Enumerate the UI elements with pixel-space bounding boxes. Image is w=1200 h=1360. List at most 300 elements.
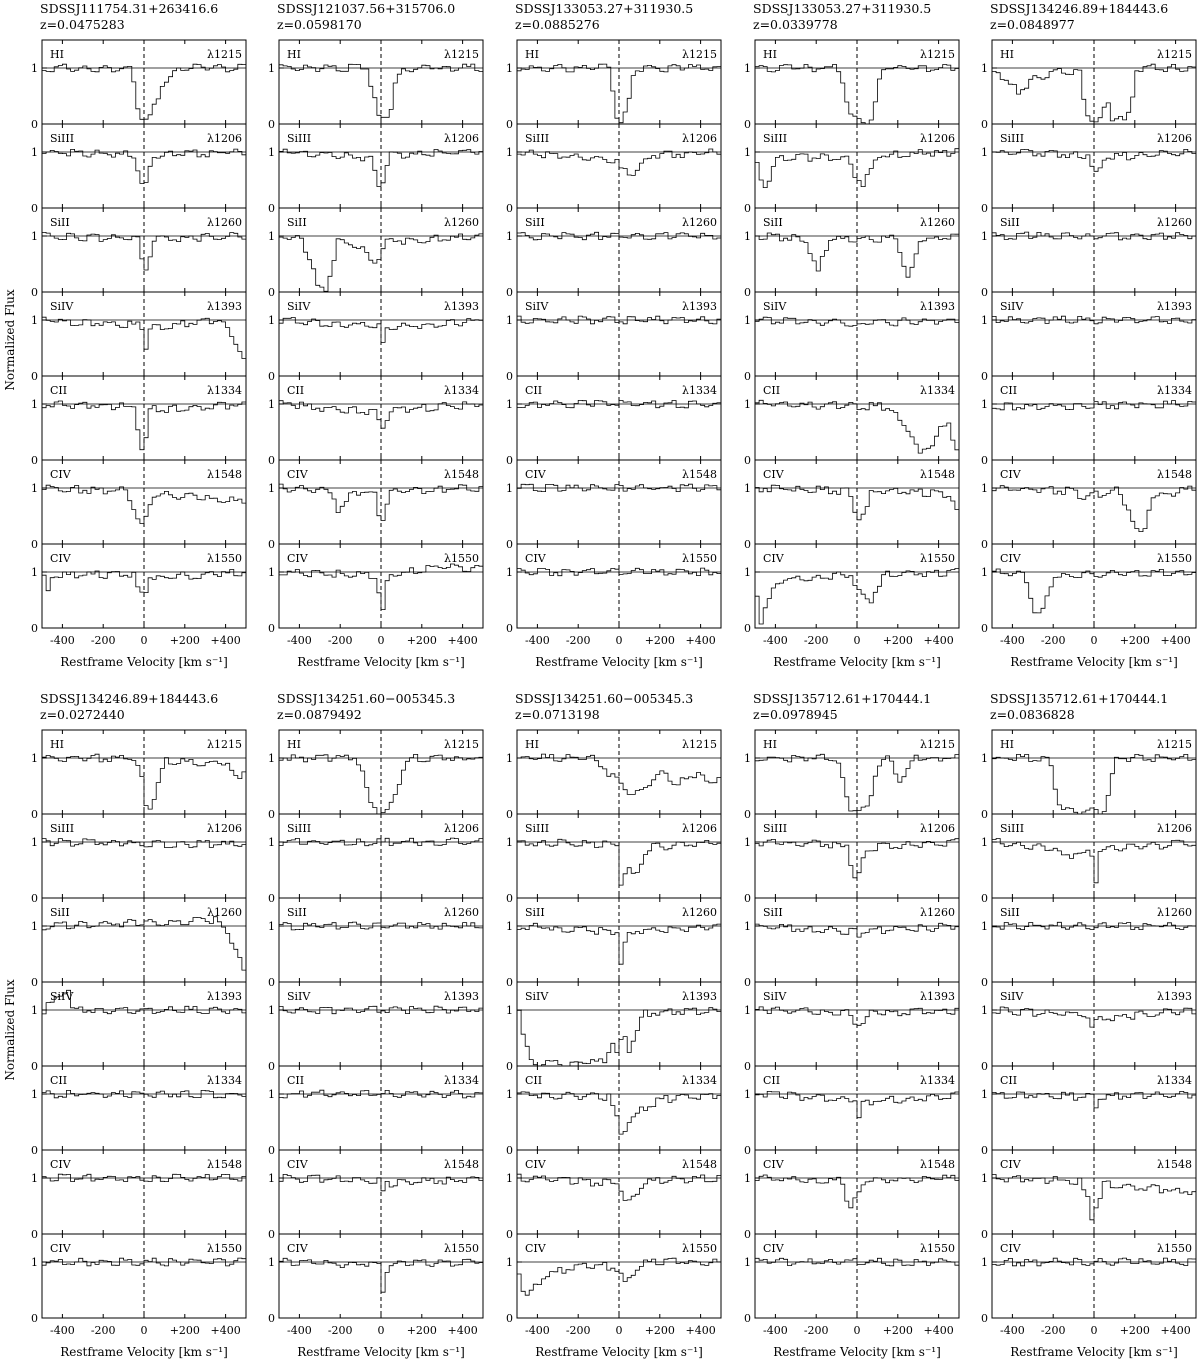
transition-label: λ1260 [682,216,717,229]
y-tick-label: 0 [744,538,751,551]
y-tick-label: 0 [268,1228,275,1241]
y-tick-label: 0 [744,1060,751,1073]
y-tick-label: 0 [31,286,38,299]
y-tick-label: 1 [981,566,988,579]
transition-label: λ1548 [682,468,717,481]
y-tick-label: 0 [506,1228,513,1241]
y-tick-label: 1 [981,1088,988,1101]
transition-label: λ1393 [682,990,717,1003]
transition-label: λ1548 [444,1158,479,1171]
ion-label: SiIV [1000,990,1024,1003]
system-redshift: z=0.0598170 [277,17,362,32]
y-tick-label: 1 [981,398,988,411]
spectrum-panel [981,982,1196,1073]
y-tick-label: 0 [744,1312,751,1325]
transition-label: λ1393 [444,990,479,1003]
x-tick-label: +400 [685,1324,716,1337]
spectrum-panel [31,124,246,215]
spectrum-panel [506,292,721,383]
x-tick-label: +400 [923,634,954,647]
y-tick-label: 1 [506,566,513,579]
y-tick-label: 1 [31,1172,38,1185]
x-tick-label: +200 [169,1324,200,1337]
x-tick-label: 0 [615,1324,623,1337]
ion-label: CII [287,1074,305,1087]
spectrum-line [279,233,483,291]
y-tick-label: 1 [31,1088,38,1101]
y-tick-label: 0 [506,454,513,467]
x-tick-label: +200 [1119,634,1150,647]
ion-label: SiIV [763,990,787,1003]
system-name: SDSSJ121037.56+315706.0 [277,1,456,16]
spectrum-panel [506,898,721,989]
ion-label: CII [763,1074,781,1087]
system-redshift: z=0.0475283 [40,17,125,32]
y-tick-label: 0 [981,118,988,131]
spectrum-panel [506,544,721,635]
y-tick-label: 0 [744,976,751,989]
y-tick-label: 0 [268,1144,275,1157]
spectrum-panel [744,208,959,299]
spectrum-panel [744,40,959,131]
spectrum-panel [981,376,1196,467]
y-tick-label: 1 [31,482,38,495]
transition-label: λ1260 [1157,216,1192,229]
y-tick-label: 1 [506,752,513,765]
transition-label: λ1215 [682,48,717,61]
y-tick-label: 1 [506,482,513,495]
spectrum-line [517,1092,721,1134]
ion-label: CIV [525,552,546,565]
x-tick-label: +400 [685,634,716,647]
x-tick-label: +400 [447,634,478,647]
y-tick-label: 0 [506,286,513,299]
y-tick-label: 0 [268,370,275,383]
y-tick-label: 0 [506,118,513,131]
spectrum-panel [268,814,483,905]
y-tick-label: 1 [744,1088,751,1101]
ion-label: SiIII [287,822,312,835]
ion-label: CII [50,1074,68,1087]
transition-label: λ1260 [207,906,242,919]
x-axis-label: Restframe Velocity [km s⁻¹] [535,1345,703,1359]
system-name: SDSSJ135712.61+170444.1 [990,691,1169,706]
ion-label: SiIV [50,300,74,313]
x-tick-label: -200 [565,1324,591,1337]
ion-label: HI [1000,48,1014,61]
y-tick-label: 0 [981,538,988,551]
spectrum-panel [31,1066,246,1157]
spectrum-panel [744,1066,959,1157]
y-tick-label: 1 [744,1004,751,1017]
spectrum-panel [506,376,721,467]
x-tick-label: -200 [327,1324,353,1337]
ion-label: SiIII [50,132,75,145]
transition-label: λ1334 [207,384,242,397]
system-column [744,691,959,1359]
y-tick-label: 0 [268,1312,275,1325]
ion-label: CIV [1000,552,1021,565]
y-tick-label: 0 [31,1312,38,1325]
y-tick-label: 0 [744,892,751,905]
transition-label: λ1548 [207,1158,242,1171]
x-tick-label: -400 [525,1324,550,1337]
y-tick-label: 0 [31,622,38,635]
spectrum-panel [744,292,959,383]
spectrum-panel [506,124,721,215]
ion-label: CIV [763,1242,784,1255]
system-column [506,1,721,669]
transition-label: λ1550 [920,552,955,565]
x-tick-label: 0 [1090,634,1098,647]
transition-label: λ1550 [444,552,479,565]
y-axis-label-bottom: Normalized Flux [3,979,17,1081]
transition-label: λ1548 [444,468,479,481]
system-redshift: z=0.0879492 [277,707,362,722]
spectrum-panel [268,460,483,551]
ion-label: HI [50,48,64,61]
spectrum-panel [506,1066,721,1157]
x-tick-label: +200 [406,1324,437,1337]
y-tick-label: 1 [268,836,275,849]
y-tick-label: 0 [31,454,38,467]
spectrum-panel [506,814,721,905]
y-tick-label: 0 [268,454,275,467]
spectrum-panel [506,1234,721,1325]
x-tick-label: +200 [1119,1324,1150,1337]
y-tick-label: 1 [744,230,751,243]
transition-label: λ1206 [207,132,242,145]
y-tick-label: 1 [981,62,988,75]
ion-label: CIV [525,468,546,481]
system-name: SDSSJ134246.89+184443.6 [40,691,219,706]
ion-label: SiIII [50,822,75,835]
y-tick-label: 1 [744,398,751,411]
x-tick-label: -200 [1040,1324,1066,1337]
transition-label: λ1260 [444,906,479,919]
y-tick-label: 1 [744,836,751,849]
spectrum-line [755,65,959,125]
y-tick-label: 0 [744,1228,751,1241]
spectrum-panel [981,1234,1196,1325]
y-tick-label: 0 [31,1228,38,1241]
x-tick-label: +200 [882,1324,913,1337]
y-tick-label: 1 [268,1004,275,1017]
spectrum-panel [981,544,1196,635]
ion-label: CIV [1000,1158,1021,1171]
ion-label: SiIV [287,990,311,1003]
ion-label: SiIV [287,300,311,313]
ion-label: SiIII [525,132,550,145]
x-tick-label: 0 [140,1324,148,1337]
spectrum-panel [744,982,959,1073]
spectrum-panel [31,814,246,905]
ion-label: CII [763,384,781,397]
system-name: SDSSJ133053.27+311930.5 [515,1,694,16]
y-tick-label: 1 [268,146,275,159]
x-tick-label: -400 [287,1324,312,1337]
system-column [268,691,483,1359]
y-tick-label: 1 [506,1004,513,1017]
transition-label: λ1393 [207,300,242,313]
y-tick-label: 1 [31,836,38,849]
ion-label: SiIII [525,822,550,835]
x-tick-label: -400 [1000,1324,1025,1337]
y-tick-label: 0 [981,1228,988,1241]
x-axis-label: Restframe Velocity [km s⁻¹] [60,655,228,669]
spectrum-panel [31,1234,246,1325]
y-tick-label: 0 [506,202,513,215]
y-tick-label: 0 [744,1144,751,1157]
spectrum-panel [506,460,721,551]
spectrum-panel [31,898,246,989]
x-axis-label: Restframe Velocity [km s⁻¹] [1010,1345,1178,1359]
spectrum-panel [744,124,959,215]
transition-label: λ1550 [444,1242,479,1255]
system-name: SDSSJ111754.31+263416.6 [40,1,219,16]
y-tick-label: 1 [744,566,751,579]
y-tick-label: 1 [268,920,275,933]
x-axis-label: Restframe Velocity [km s⁻¹] [1010,655,1178,669]
ion-label: CIV [50,468,71,481]
y-tick-label: 1 [31,920,38,933]
y-tick-label: 1 [506,314,513,327]
transition-label: λ1548 [207,468,242,481]
y-tick-label: 1 [981,1172,988,1185]
x-axis-label: Restframe Velocity [km s⁻¹] [773,1345,941,1359]
y-tick-label: 0 [981,808,988,821]
x-tick-label: +200 [644,634,675,647]
ion-label: SiIV [1000,300,1024,313]
spectrum-panel [744,730,959,821]
spectrum-panel [981,208,1196,299]
transition-label: λ1334 [1157,384,1192,397]
x-tick-label: +400 [447,1324,478,1337]
ion-label: CIV [525,1242,546,1255]
spectrum-panel [981,814,1196,905]
spectrum-panel [506,208,721,299]
system-column [506,691,721,1359]
y-tick-label: 1 [268,314,275,327]
transition-label: λ1334 [1157,1074,1192,1087]
ion-label: SiIII [287,132,312,145]
y-tick-label: 0 [268,202,275,215]
x-tick-label: +200 [406,634,437,647]
y-tick-label: 1 [506,146,513,159]
y-tick-label: 0 [506,538,513,551]
y-tick-label: 0 [31,370,38,383]
system-redshift: z=0.0713198 [515,707,600,722]
y-tick-label: 1 [744,752,751,765]
x-tick-label: -200 [803,1324,829,1337]
y-tick-label: 1 [506,920,513,933]
y-tick-label: 1 [268,482,275,495]
y-tick-label: 1 [268,1256,275,1269]
spectrum-panel [506,730,721,821]
y-tick-label: 0 [506,892,513,905]
y-tick-label: 1 [744,146,751,159]
transition-label: λ1215 [444,738,479,751]
system-column [744,1,959,669]
ion-label: SiII [50,216,70,229]
x-tick-label: -400 [50,1324,75,1337]
transition-label: λ1215 [1157,738,1192,751]
transition-label: λ1393 [1157,990,1192,1003]
y-tick-label: 0 [981,202,988,215]
system-name: SDSSJ134251.60−005345.3 [277,691,456,706]
x-tick-label: +400 [1160,1324,1191,1337]
spectrum-line [42,754,246,809]
spectrum-line [992,569,1196,613]
transition-label: λ1206 [444,132,479,145]
transition-label: λ1260 [920,216,955,229]
y-tick-label: 0 [31,976,38,989]
transition-label: λ1206 [1157,132,1192,145]
y-tick-label: 1 [981,836,988,849]
ion-label: SiIV [50,990,74,1003]
transition-label: λ1215 [1157,48,1192,61]
spectrum-panel [31,730,246,821]
spectrum-panel [268,40,483,131]
transition-label: λ1334 [682,384,717,397]
system-column [31,691,246,1359]
y-tick-label: 0 [981,286,988,299]
x-tick-label: 0 [615,634,623,647]
system-name: SDSSJ134246.89+184443.6 [990,1,1169,16]
spectrum-panel [981,124,1196,215]
transition-label: λ1206 [207,822,242,835]
spectrum-panel [268,1150,483,1241]
system-redshift: z=0.0836828 [990,707,1075,722]
spectrum-panel [268,1066,483,1157]
y-tick-label: 1 [981,920,988,933]
transition-label: λ1550 [207,1242,242,1255]
transition-label: λ1215 [682,738,717,751]
x-tick-label: -200 [803,634,829,647]
y-tick-label: 1 [31,62,38,75]
transition-label: λ1215 [207,48,242,61]
system-name: SDSSJ134251.60−005345.3 [515,691,694,706]
spectrum-panel [744,460,959,551]
y-tick-label: 0 [981,892,988,905]
y-tick-label: 1 [268,1172,275,1185]
ion-label: SiIV [525,990,549,1003]
ion-label: SiIII [1000,132,1025,145]
spectrum-panel [31,208,246,299]
ion-label: HI [50,738,64,751]
transition-label: λ1215 [444,48,479,61]
ion-label: SiIII [763,132,788,145]
y-tick-label: 0 [744,622,751,635]
ion-label: CIV [287,1242,308,1255]
spectrum-line [517,839,721,885]
y-tick-label: 0 [268,808,275,821]
system-name: SDSSJ135712.61+170444.1 [753,691,932,706]
x-axis-label: Restframe Velocity [km s⁻¹] [773,655,941,669]
y-tick-label: 0 [744,808,751,821]
transition-label: λ1215 [920,738,955,751]
y-tick-label: 1 [31,146,38,159]
spectrum-line [517,1008,721,1066]
x-axis-label: Restframe Velocity [km s⁻¹] [535,655,703,669]
ion-label: HI [287,738,301,751]
transition-label: λ1260 [444,216,479,229]
transition-label: λ1206 [682,822,717,835]
x-tick-label: 0 [853,634,861,647]
y-tick-label: 1 [744,62,751,75]
ion-label: SiII [287,216,307,229]
x-tick-label: -400 [287,634,312,647]
spectrum-panel [31,460,246,551]
transition-label: λ1260 [1157,906,1192,919]
transition-label: λ1206 [1157,822,1192,835]
system-redshift: z=0.0978945 [753,707,838,722]
y-tick-label: 1 [506,230,513,243]
y-tick-label: 0 [506,1144,513,1157]
system-redshift: z=0.0885276 [515,17,600,32]
transition-label: λ1548 [920,1158,955,1171]
spectrum-line [992,754,1196,814]
y-tick-label: 1 [268,398,275,411]
y-tick-label: 0 [268,538,275,551]
spectrum-panel [31,40,246,131]
ion-label: SiIV [525,300,549,313]
y-tick-label: 0 [744,202,751,215]
spectrum-panel [31,544,246,635]
system-column [31,1,246,669]
transition-label: λ1334 [682,1074,717,1087]
ion-label: HI [763,738,777,751]
transition-label: λ1548 [682,1158,717,1171]
spectrum-panel [981,730,1196,821]
spectrum-panel [31,376,246,467]
y-tick-label: 0 [31,892,38,905]
y-tick-label: 0 [744,118,751,131]
y-tick-label: 0 [268,118,275,131]
ion-label: SiIV [763,300,787,313]
y-tick-label: 1 [31,230,38,243]
transition-label: λ1334 [920,384,955,397]
x-tick-label: 0 [140,634,148,647]
y-tick-label: 0 [268,892,275,905]
x-tick-label: 0 [377,1324,385,1337]
x-tick-label: -400 [763,1324,788,1337]
transition-label: λ1393 [207,990,242,1003]
y-tick-label: 1 [981,146,988,159]
spectrum-panel [744,544,959,635]
y-tick-label: 0 [506,370,513,383]
x-tick-label: -400 [763,634,788,647]
spectrum-panel [268,544,483,635]
y-tick-label: 1 [31,566,38,579]
ion-label: CIV [763,468,784,481]
spectrum-panel [744,1234,959,1325]
ion-label: CII [1000,1074,1018,1087]
ion-label: HI [1000,738,1014,751]
transition-label: λ1393 [682,300,717,313]
y-tick-label: 1 [506,1172,513,1185]
y-tick-label: 1 [31,752,38,765]
spectrum-panel [981,460,1196,551]
spectrum-line [279,754,483,814]
system-redshift: z=0.0339778 [753,17,838,32]
y-tick-label: 0 [268,1060,275,1073]
ion-label: CIV [763,552,784,565]
transition-label: λ1550 [682,552,717,565]
y-tick-label: 0 [981,1060,988,1073]
y-tick-label: 0 [31,808,38,821]
y-tick-label: 0 [31,202,38,215]
